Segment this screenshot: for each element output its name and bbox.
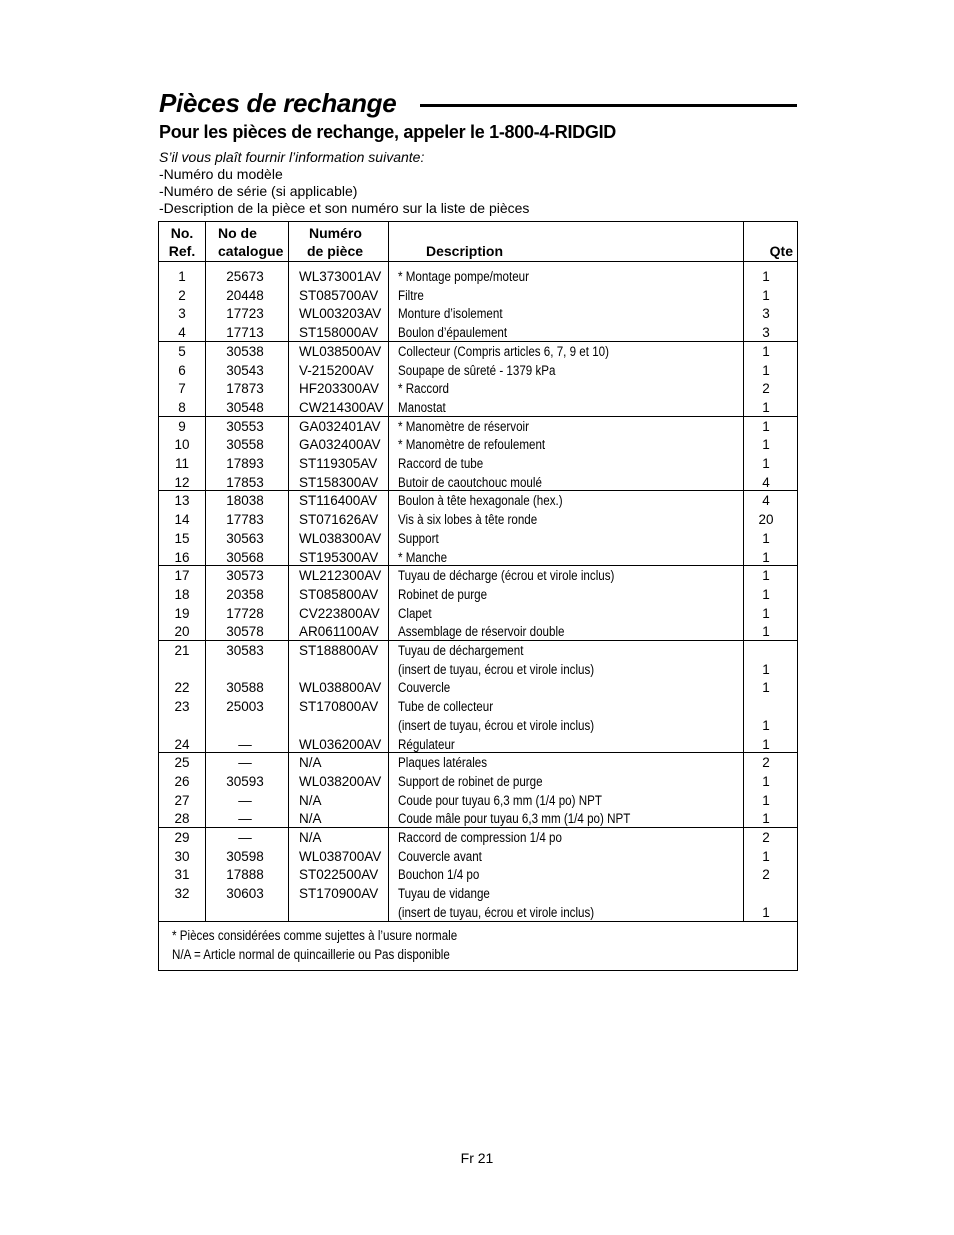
table-row bbox=[159, 661, 797, 680]
qty-cell: 4 bbox=[762, 493, 770, 509]
part-number-cell: ST188800AV bbox=[299, 643, 379, 658]
table-row bbox=[159, 679, 797, 698]
description-cell: Coude mâle pour tuyau 6,3 mm (1/4 po) NPT bbox=[398, 811, 631, 827]
description-cell: Butoir de caoutchouc moulé bbox=[398, 474, 542, 490]
description-cell: Bouchon 1/4 po bbox=[398, 867, 480, 883]
qty-cell: 1 bbox=[762, 680, 770, 696]
part-number-cell: ST158300AV bbox=[299, 474, 379, 490]
catalogue-cell: — bbox=[238, 811, 252, 827]
info-item: -Numéro du modèle bbox=[159, 166, 283, 182]
header-part-number-line1: Numéro bbox=[309, 225, 362, 241]
part-number-cell: WL038200AV bbox=[299, 773, 382, 789]
catalogue-cell: 18038 bbox=[226, 493, 264, 509]
part-number-cell: ST085700AV bbox=[299, 287, 379, 303]
part-number-cell: CW214300AV bbox=[299, 399, 384, 415]
qty-cell: 3 bbox=[762, 306, 770, 322]
page-title: Pièces de rechange bbox=[159, 88, 397, 118]
qty-cell: 1 bbox=[762, 343, 770, 359]
catalogue-cell: 30598 bbox=[226, 848, 264, 864]
description-cell: (insert de tuyau, écrou et virole inclus) bbox=[398, 661, 595, 677]
ref-cell: 20 bbox=[174, 624, 190, 640]
qty-cell: 2 bbox=[762, 755, 770, 771]
ref-cell: 2 bbox=[178, 287, 186, 303]
subtitle: Pour les pièces de rechange, appeler le 1-800-4-RIDGID bbox=[159, 122, 616, 142]
info-item: -Numéro de série (si applicable) bbox=[159, 183, 358, 199]
ref-cell: 4 bbox=[178, 325, 186, 341]
description-cell: Couvercle bbox=[398, 680, 451, 696]
description-cell: Coude pour tuyau 6,3 mm (1/4 po) NPT bbox=[398, 792, 602, 808]
qty-cell: 2 bbox=[762, 830, 770, 845]
header-description: Description bbox=[426, 243, 504, 259]
ref-cell: 16 bbox=[174, 549, 190, 565]
part-number-cell: N/A bbox=[299, 811, 322, 827]
ref-cell: 26 bbox=[174, 773, 190, 789]
qty-cell: 1 bbox=[762, 437, 770, 453]
description-cell: Robinet de purge bbox=[398, 586, 488, 602]
ref-cell: 19 bbox=[174, 605, 190, 621]
catalogue-cell: — bbox=[238, 792, 252, 808]
qty-cell: 1 bbox=[762, 624, 770, 640]
catalogue-cell: 30573 bbox=[226, 568, 264, 584]
table-row bbox=[159, 492, 797, 511]
ref-cell: 1 bbox=[178, 269, 186, 284]
ref-cell: 24 bbox=[174, 736, 190, 752]
ref-cell: 5 bbox=[178, 343, 186, 359]
header-catalogue bbox=[218, 224, 283, 260]
table-row bbox=[159, 287, 797, 306]
table-row bbox=[159, 885, 797, 904]
title-rule bbox=[420, 104, 797, 107]
part-number-cell: WL003203AV bbox=[299, 306, 382, 322]
catalogue-cell: — bbox=[238, 755, 252, 771]
catalogue-cell: 17723 bbox=[226, 306, 264, 322]
ref-cell: 7 bbox=[178, 381, 186, 397]
table-row bbox=[159, 605, 797, 624]
part-number-cell: ST022500AV bbox=[299, 867, 379, 883]
part-number-cell: ST085800AV bbox=[299, 586, 379, 602]
description-cell: Clapet bbox=[398, 605, 432, 621]
qty-cell: 1 bbox=[762, 792, 770, 808]
header-catalogue-line1: No de bbox=[218, 225, 257, 241]
description-cell: Tube de collecteur bbox=[398, 699, 494, 715]
description-cell: Soupape de sûreté - 1379 kPa bbox=[398, 362, 556, 378]
catalogue-cell: 30568 bbox=[226, 549, 264, 565]
catalogue-cell: — bbox=[238, 830, 252, 845]
description-cell: Filtre bbox=[398, 287, 424, 303]
catalogue-cell: 20358 bbox=[226, 586, 264, 602]
description-cell: Support de robinet de purge bbox=[398, 773, 543, 789]
part-number-cell: WL212300AV bbox=[299, 568, 382, 584]
catalogue-cell: 17783 bbox=[226, 512, 264, 528]
part-number-cell: HF203300AV bbox=[299, 381, 380, 397]
description-cell: Support bbox=[398, 530, 439, 546]
description-cell: Manostat bbox=[398, 399, 446, 415]
description-cell: Assemblage de réservoir double bbox=[398, 624, 565, 640]
ref-cell: 8 bbox=[178, 399, 186, 415]
description-cell: * Raccord bbox=[398, 381, 449, 397]
qty-cell: 1 bbox=[762, 362, 770, 378]
table-row bbox=[159, 642, 797, 661]
catalogue-cell: 17728 bbox=[226, 605, 264, 621]
ref-cell: 22 bbox=[174, 680, 190, 696]
catalogue-cell: 30538 bbox=[226, 343, 264, 359]
qty-cell: 3 bbox=[762, 325, 770, 341]
info-block bbox=[159, 149, 529, 217]
description-cell: (insert de tuyau, écrou et virole inclus) bbox=[398, 717, 595, 733]
group-rule bbox=[159, 490, 797, 491]
ref-cell: 17 bbox=[174, 568, 190, 584]
info-item: -Description de la pièce et son numéro sur la liste de pièces bbox=[159, 200, 530, 216]
catalogue-cell: 30558 bbox=[226, 437, 264, 453]
catalogue-cell: 25673 bbox=[226, 269, 264, 284]
description-cell: Collecteur (Compris articles 6, 7, 9 et 10) bbox=[398, 343, 609, 359]
header-part-number-line2: de pièce bbox=[307, 243, 364, 259]
qty-cell: 1 bbox=[762, 848, 770, 864]
description-cell: Monture d’isolement bbox=[398, 306, 503, 322]
part-number-cell: WL038700AV bbox=[299, 848, 382, 864]
description-cell: * Montage pompe/moteur bbox=[398, 269, 530, 284]
part-number-cell: N/A bbox=[299, 792, 322, 808]
catalogue-cell: — bbox=[238, 736, 252, 752]
table-row bbox=[159, 418, 797, 437]
table-row bbox=[159, 754, 797, 773]
part-number-cell: ST119305AV bbox=[299, 456, 378, 471]
part-number-cell: ST158000AV bbox=[299, 325, 379, 341]
header-part-number bbox=[307, 224, 363, 260]
qty-cell: 1 bbox=[762, 530, 770, 546]
group-rule bbox=[159, 341, 797, 342]
qty-cell: 2 bbox=[762, 867, 770, 883]
part-number-cell: ST170800AV bbox=[299, 699, 379, 715]
ref-cell: 12 bbox=[174, 474, 190, 490]
catalogue-cell: 25003 bbox=[226, 699, 264, 715]
qty-cell: 1 bbox=[762, 717, 770, 733]
table-row bbox=[159, 866, 797, 885]
ref-cell: 30 bbox=[174, 848, 190, 864]
part-number-cell: V-215200AV bbox=[299, 362, 374, 378]
description-cell: Régulateur bbox=[398, 736, 455, 752]
qty-cell: 1 bbox=[762, 568, 770, 584]
catalogue-cell: 30563 bbox=[226, 530, 264, 546]
table-row bbox=[159, 455, 797, 474]
table-row bbox=[159, 530, 797, 549]
qty-cell: 1 bbox=[762, 549, 770, 565]
ref-cell: 32 bbox=[174, 886, 190, 902]
part-number-cell: WL373001AV bbox=[299, 269, 382, 284]
description-cell: Boulon à tête hexagonale (hex.) bbox=[398, 493, 563, 509]
table-row bbox=[159, 380, 797, 399]
catalogue-cell: 17888 bbox=[226, 867, 264, 883]
description-cell: Tuyau de décharge (écrou et virole inclus) bbox=[398, 568, 615, 584]
description-cell: Tuyau de déchargement bbox=[398, 643, 524, 658]
description-cell: * Manche bbox=[398, 549, 448, 565]
ref-cell: 21 bbox=[174, 643, 190, 658]
table-row bbox=[159, 848, 797, 867]
catalogue-cell: 17853 bbox=[226, 474, 264, 490]
table-row bbox=[159, 567, 797, 586]
ref-cell: 15 bbox=[174, 530, 190, 546]
description-cell: (insert de tuyau, écrou et virole inclus) bbox=[398, 904, 595, 920]
group-rule bbox=[159, 640, 797, 641]
table-row bbox=[159, 343, 797, 362]
description-cell: Raccord de compression 1/4 po bbox=[398, 830, 562, 845]
description-cell: Vis à six lobes à tête ronde bbox=[398, 512, 538, 528]
catalogue-cell: 30553 bbox=[226, 418, 264, 434]
ref-cell: 14 bbox=[174, 512, 190, 528]
group-rule bbox=[159, 752, 797, 753]
table-row bbox=[159, 773, 797, 792]
info-intro: S’il vous plaît fournir l’information suivante: bbox=[159, 149, 425, 165]
part-number-cell: WL036200AV bbox=[299, 736, 382, 752]
qty-cell: 1 bbox=[762, 586, 770, 602]
ref-cell: 31 bbox=[174, 867, 190, 883]
catalogue-cell: 30593 bbox=[226, 773, 264, 789]
header-catalogue-line2: catalogue bbox=[218, 243, 284, 259]
description-cell: Plaques latérales bbox=[398, 755, 488, 771]
catalogue-cell: 30603 bbox=[226, 886, 264, 902]
qty-cell: 1 bbox=[762, 287, 770, 303]
part-number-cell: WL038300AV bbox=[299, 530, 382, 546]
qty-cell: 1 bbox=[762, 605, 770, 621]
catalogue-cell: 17893 bbox=[226, 456, 264, 471]
qty-cell: 1 bbox=[762, 661, 770, 677]
part-number-cell: ST116400AV bbox=[299, 493, 378, 509]
qty-cell: 1 bbox=[762, 399, 770, 415]
table-row bbox=[159, 904, 797, 923]
qty-cell: 1 bbox=[762, 418, 770, 434]
ref-cell: 3 bbox=[178, 306, 186, 322]
description-cell: * Manomètre de réservoir bbox=[398, 418, 529, 434]
qty-cell: 1 bbox=[762, 811, 770, 827]
table-row bbox=[159, 436, 797, 455]
ref-cell: 9 bbox=[178, 418, 186, 434]
part-number-cell: WL038500AV bbox=[299, 343, 382, 359]
table-row bbox=[159, 362, 797, 381]
part-number-cell: ST071626AV bbox=[299, 512, 379, 528]
description-cell: * Manomètre de refoulement bbox=[398, 437, 546, 453]
qty-cell: 20 bbox=[758, 512, 774, 528]
qty-cell: 1 bbox=[762, 904, 770, 920]
catalogue-cell: 30583 bbox=[226, 643, 264, 658]
catalogue-cell: 17873 bbox=[226, 381, 264, 397]
table-row bbox=[159, 717, 797, 736]
header-ref-line1: No. bbox=[170, 225, 194, 241]
part-number-cell: ST170900AV bbox=[299, 886, 379, 902]
part-number-cell: CV223800AV bbox=[299, 605, 380, 621]
catalogue-cell: 30588 bbox=[226, 680, 264, 696]
part-number-cell: N/A bbox=[299, 755, 322, 771]
table-row bbox=[159, 792, 797, 811]
title-row bbox=[159, 88, 799, 124]
table-row bbox=[159, 511, 797, 530]
part-number-cell: N/A bbox=[299, 830, 322, 845]
table-row bbox=[159, 305, 797, 324]
ref-cell: 10 bbox=[174, 437, 190, 453]
ref-cell: 25 bbox=[174, 755, 190, 771]
table-row bbox=[159, 586, 797, 605]
ref-cell: 11 bbox=[174, 456, 189, 471]
part-number-cell: AR061100AV bbox=[299, 624, 379, 640]
catalogue-cell: 17713 bbox=[226, 325, 264, 341]
header-rule bbox=[159, 261, 797, 262]
catalogue-cell: 20448 bbox=[226, 287, 264, 303]
qty-cell: 1 bbox=[762, 773, 770, 789]
ref-cell: 23 bbox=[174, 699, 190, 715]
ref-cell: 28 bbox=[174, 811, 190, 827]
qty-cell: 1 bbox=[762, 456, 770, 471]
ref-cell: 29 bbox=[174, 830, 190, 845]
description-cell: Boulon d’épaulement bbox=[398, 325, 508, 341]
description-cell: Tuyau de vidange bbox=[398, 886, 490, 902]
qty-cell: 2 bbox=[762, 381, 770, 397]
table-row bbox=[159, 829, 797, 848]
qty-cell: 4 bbox=[762, 474, 770, 490]
group-rule bbox=[159, 565, 797, 566]
catalogue-cell: 30543 bbox=[226, 362, 264, 378]
table-row bbox=[159, 698, 797, 717]
parts-table bbox=[158, 221, 798, 971]
ref-cell: 27 bbox=[174, 792, 190, 808]
ref-cell: 6 bbox=[178, 362, 186, 378]
description-cell: Couvercle avant bbox=[398, 848, 482, 864]
part-number-cell: GA032401AV bbox=[299, 418, 381, 434]
group-rule bbox=[159, 827, 797, 828]
group-rule bbox=[159, 416, 797, 417]
catalogue-cell: 30578 bbox=[226, 624, 264, 640]
header-qty: Qte bbox=[769, 243, 793, 259]
footnote-wear: * Pièces considérées comme sujettes à l’usure normale bbox=[172, 928, 458, 943]
header-ref-line2: Ref. bbox=[168, 243, 196, 259]
qty-cell: 1 bbox=[762, 736, 770, 752]
table-row bbox=[159, 268, 797, 287]
footnote-rule bbox=[159, 921, 797, 922]
ref-cell: 18 bbox=[174, 586, 190, 602]
catalogue-cell: 30548 bbox=[226, 399, 264, 415]
description-cell: Raccord de tube bbox=[398, 456, 484, 471]
ref-cell: 13 bbox=[174, 493, 190, 509]
qty-cell: 1 bbox=[762, 269, 770, 284]
part-number-cell: WL038800AV bbox=[299, 680, 382, 696]
part-number-cell: ST195300AV bbox=[299, 549, 379, 565]
page-number: Fr 21 bbox=[460, 1150, 494, 1166]
footnote-na: N/A = Article normal de quincaillerie ou Pas disponible bbox=[172, 947, 450, 962]
header-ref bbox=[159, 224, 205, 260]
part-number-cell: GA032400AV bbox=[299, 437, 381, 453]
